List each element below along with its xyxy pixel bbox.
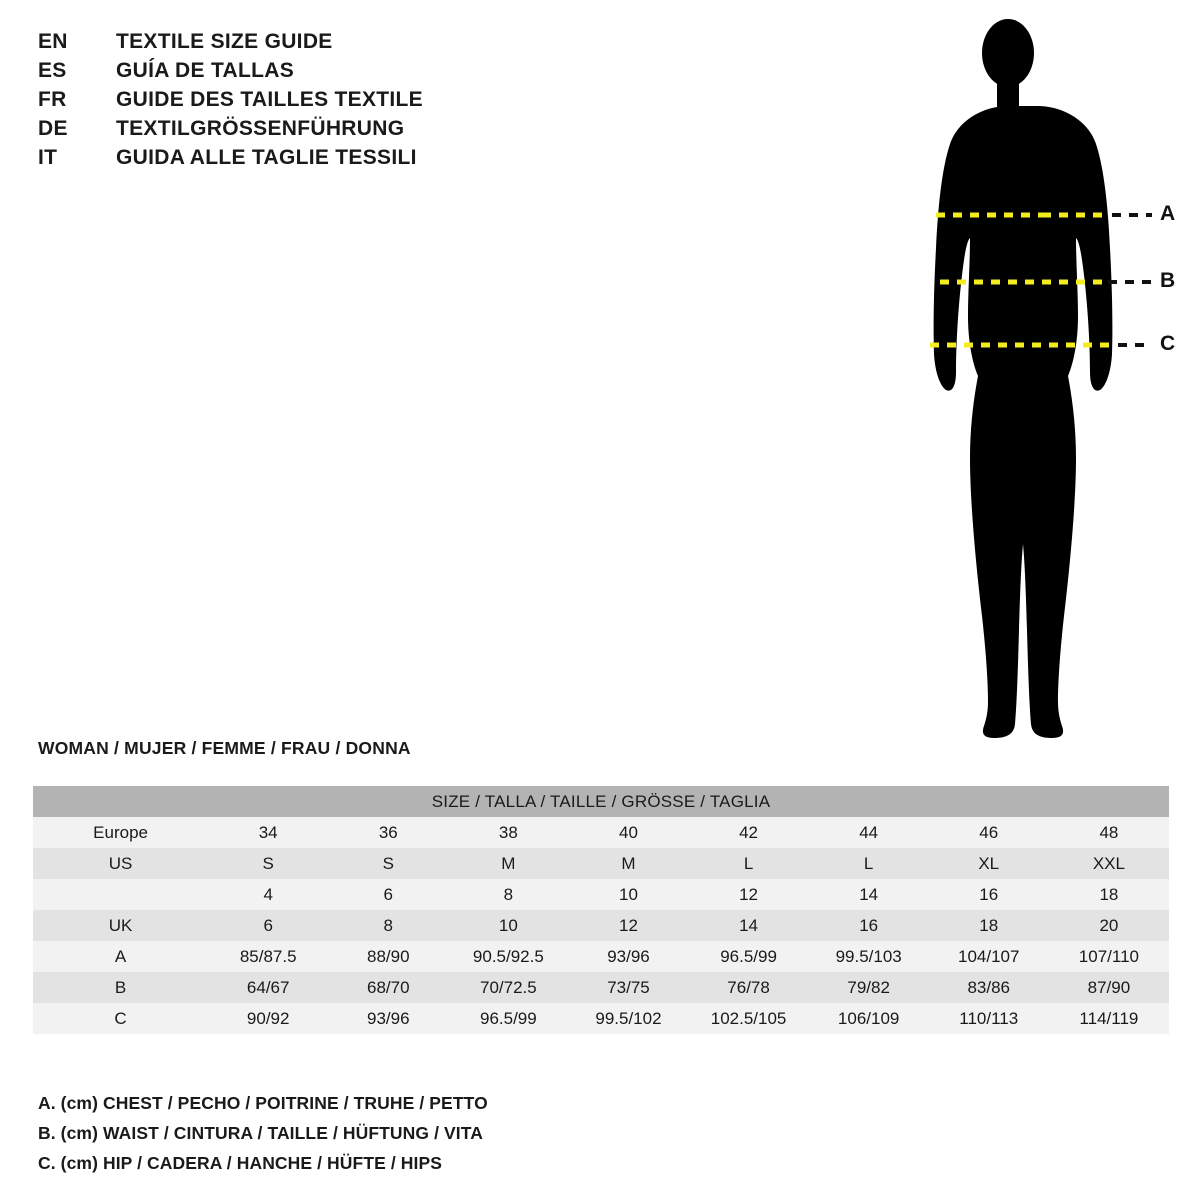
table-cell: 42 bbox=[739, 822, 759, 842]
table-cell: 46 bbox=[979, 822, 999, 842]
title-language-code: DE bbox=[38, 117, 68, 140]
table-cell: 83/86 bbox=[967, 977, 1011, 997]
title-text: GUIDE DES TAILLES TEXTILE bbox=[116, 88, 423, 111]
table-cell: 18 bbox=[979, 915, 999, 935]
title-language-code: FR bbox=[38, 88, 67, 111]
row-label bbox=[33, 879, 208, 910]
table-row bbox=[33, 848, 1169, 879]
table-cell: 90/92 bbox=[246, 1008, 290, 1028]
row-label: B bbox=[114, 977, 127, 997]
table-cell: 16 bbox=[979, 884, 999, 904]
title-row bbox=[38, 30, 558, 59]
table-cell: 6 bbox=[383, 884, 394, 904]
title-row bbox=[38, 88, 558, 117]
title-language-code: EN bbox=[38, 30, 68, 53]
table-cell: 85/87.5 bbox=[239, 946, 297, 966]
table-cell: 8 bbox=[503, 884, 514, 904]
footnote-b: B. (cm) WAIST / CINTURA / TAILLE / HÜFTUNG / VITA bbox=[38, 1123, 483, 1143]
table-cell: 114/119 bbox=[1079, 1008, 1139, 1028]
table-cell: 48 bbox=[1099, 822, 1119, 842]
table-cell: 104/107 bbox=[958, 946, 1020, 966]
row-label: Europe bbox=[93, 822, 148, 842]
table-cell: L bbox=[863, 853, 874, 873]
title-row bbox=[38, 117, 558, 146]
row-label: A bbox=[114, 946, 127, 966]
table-cell: 40 bbox=[619, 822, 638, 842]
table-cell: XL bbox=[978, 853, 1000, 873]
table-cell: 70/72.5 bbox=[480, 977, 537, 997]
table-cell: 34 bbox=[258, 822, 278, 842]
table-cell: 14 bbox=[859, 884, 879, 904]
table-header-label: SIZE / TALLA / TAILLE / GRÖSSE / TAGLIA bbox=[431, 791, 771, 811]
table-cell: 18 bbox=[1099, 884, 1119, 904]
table-cell: 102.5/105 bbox=[710, 1008, 787, 1028]
table-cell: S bbox=[382, 853, 394, 873]
table-header-row bbox=[33, 786, 1169, 817]
measurement-figure bbox=[860, 10, 1190, 750]
woman-silhouette-icon bbox=[860, 10, 1190, 750]
table-cell: XXL bbox=[1092, 853, 1125, 873]
table-cell: 73/75 bbox=[607, 977, 650, 997]
title-text: GUIDA ALLE TAGLIE TESSILI bbox=[116, 146, 417, 169]
table-cell: 10 bbox=[619, 884, 638, 904]
title-text: GUÍA DE TALLAS bbox=[116, 59, 295, 82]
table-cell: 90.5/92.5 bbox=[472, 946, 544, 966]
table-cell: 96.5/99 bbox=[480, 1008, 537, 1028]
table-cell: 110/113 bbox=[959, 1008, 1019, 1028]
table-row bbox=[33, 817, 1169, 848]
table-cell: 88/90 bbox=[367, 946, 410, 966]
row-label: C bbox=[114, 1008, 127, 1028]
table-cell: 96.5/99 bbox=[720, 946, 777, 966]
title-text: TEXTILGRÖSSENFÜHRUNG bbox=[116, 117, 405, 140]
table-cell: M bbox=[501, 853, 516, 873]
table-cell: 93/96 bbox=[367, 1008, 410, 1028]
table-cell: 106/109 bbox=[837, 1008, 900, 1028]
table-cell: 76/78 bbox=[727, 977, 770, 997]
table-cell: 64/67 bbox=[246, 977, 290, 997]
title-block bbox=[38, 30, 558, 175]
table-cell: 99.5/103 bbox=[835, 946, 902, 966]
footnotes bbox=[38, 1088, 738, 1178]
measure-label-a: A bbox=[1160, 202, 1176, 225]
table-cell: 12 bbox=[739, 884, 759, 904]
table-cell: 8 bbox=[383, 915, 394, 935]
table-cell: S bbox=[262, 853, 274, 873]
table-cell: 79/82 bbox=[847, 977, 890, 997]
table-row bbox=[33, 972, 1169, 1003]
size-table bbox=[33, 786, 1169, 1034]
table-row bbox=[33, 941, 1169, 972]
table-row bbox=[33, 1003, 1169, 1034]
table-cell: 6 bbox=[263, 915, 273, 935]
measure-label-c: C bbox=[1160, 332, 1176, 355]
table-cell: 10 bbox=[498, 915, 518, 935]
row-label: US bbox=[108, 853, 133, 873]
title-row bbox=[38, 146, 558, 175]
table-cell: M bbox=[621, 853, 636, 873]
title-text: TEXTILE SIZE GUIDE bbox=[116, 30, 333, 53]
row-label: UK bbox=[108, 915, 133, 935]
table-cell: 68/70 bbox=[367, 977, 410, 997]
table-cell: 4 bbox=[263, 884, 273, 904]
title-language-code: IT bbox=[38, 146, 58, 169]
table-cell: 20 bbox=[1099, 915, 1119, 935]
table-cell: 38 bbox=[498, 822, 518, 842]
title-row bbox=[38, 59, 558, 88]
table-cell: 44 bbox=[859, 822, 879, 842]
table-cell: 16 bbox=[859, 915, 879, 935]
table-row bbox=[33, 879, 1169, 910]
measure-label-b: B bbox=[1160, 269, 1176, 292]
title-language-code: ES bbox=[38, 59, 67, 82]
table-cell: L bbox=[743, 853, 754, 873]
table-cell: 99.5/102 bbox=[595, 1008, 662, 1028]
table-cell: 36 bbox=[378, 822, 398, 842]
table-cell: 87/90 bbox=[1087, 977, 1131, 997]
footnote-c: C. (cm) HIP / CADERA / HANCHE / HÜFTE / HIPS bbox=[38, 1153, 443, 1173]
table-cell: 12 bbox=[619, 915, 638, 935]
section-heading: WOMAN / MUJER / FEMME / FRAU / DONNA bbox=[38, 738, 411, 758]
table-row bbox=[33, 910, 1169, 941]
table-cell: 93/96 bbox=[607, 946, 650, 966]
footnote-a: A. (cm) CHEST / PECHO / POITRINE / TRUHE / PETTO bbox=[38, 1093, 488, 1113]
table-cell: 14 bbox=[739, 915, 759, 935]
table-cell: 107/110 bbox=[1078, 946, 1139, 966]
